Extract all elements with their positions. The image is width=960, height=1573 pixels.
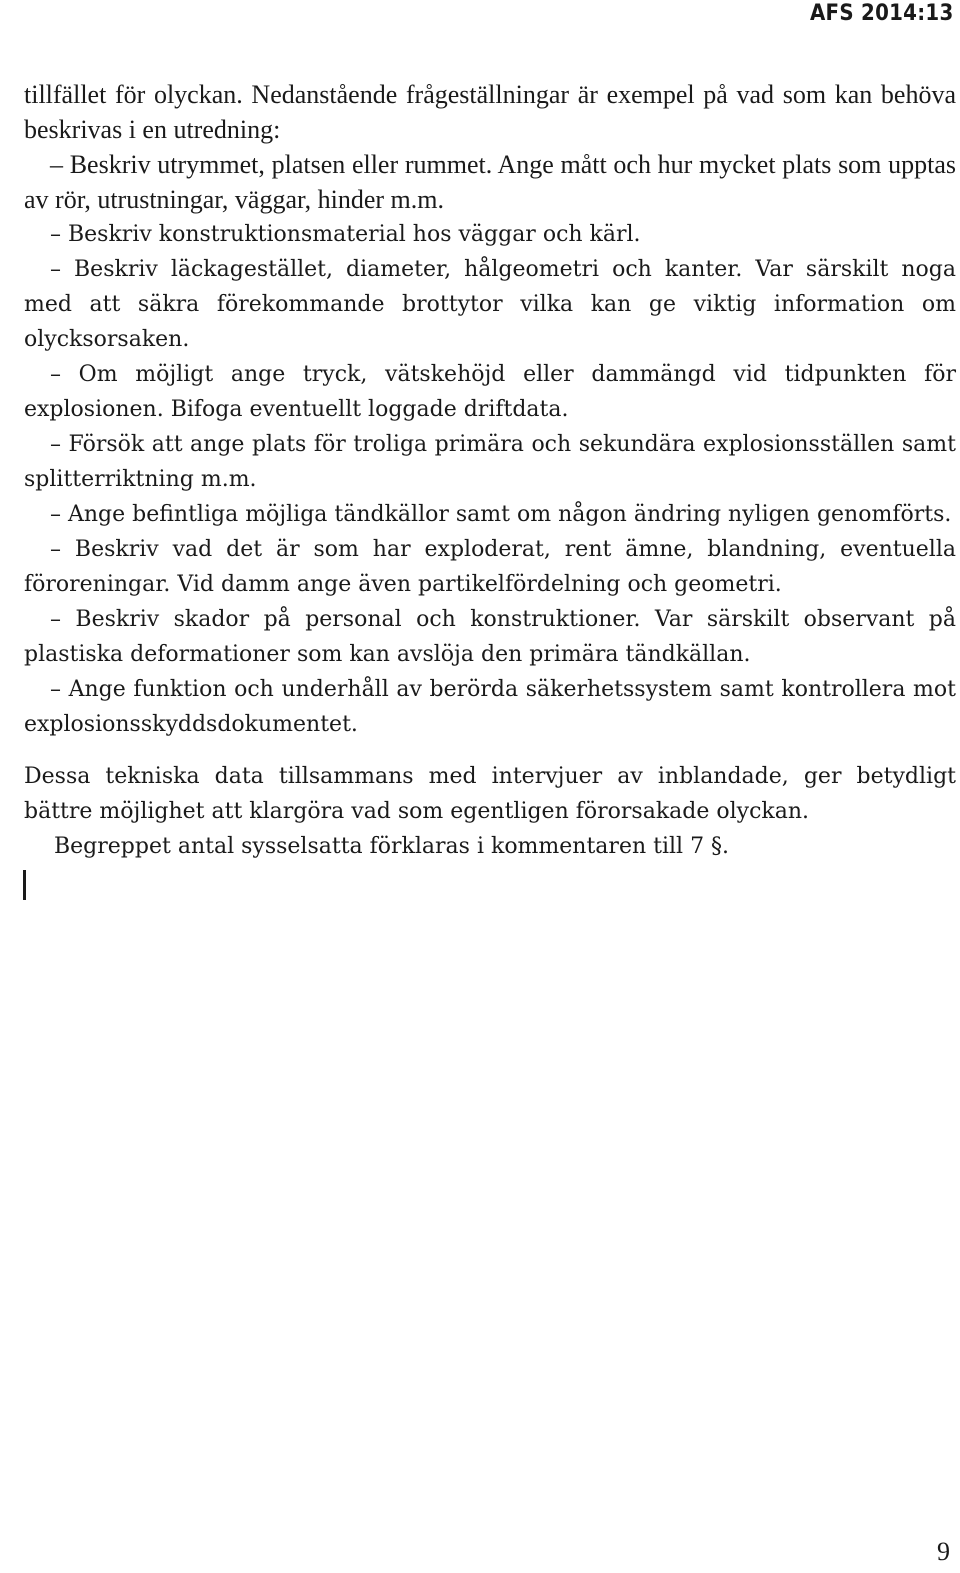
- list-item-pressure: – Om möjligt ange tryck, vätskehöjd eller dammängd vid tidpunkten för explosionen. Bifoga eventuellt loggade driftdata.: [24, 362, 956, 422]
- page-body: [24, 77, 956, 864]
- list-item-substance: – Beskriv vad det är som har exploderat, rent ämne, blandning, eventuella föroreningar. Vid damm ange även partikelfördelning och geometri.: [24, 537, 956, 597]
- intro-paragraph: tillfället för olyckan. Nedanstående frågeställningar är exempel på vad som kan behöva beskrivas i en utredning:: [24, 80, 956, 144]
- list-item-explosion-sites: – Försök att ange plats för troliga primära och sekundära explosionsställen samt splitterriktning m.m.: [24, 432, 956, 492]
- list-item-space: – Beskriv utrymmet, platsen eller rummet. Ange mått och hur mycket plats som upptas av rör, utrustningar, väggar, hinder m.m.: [24, 150, 956, 214]
- list-item-materials: – Beskriv konstruktionsmaterial hos väggar och kärl.: [50, 222, 641, 247]
- document-reference: AFS 2014:13: [810, 1, 954, 26]
- list-item-leak: – Beskriv läckagestället, diameter, hålgeometri och kanter. Var särskilt noga med att säkra förekommande brottytor vilka kan ge viktig information om olycksorsaken.: [24, 257, 956, 352]
- revision-change-bar: [23, 870, 26, 900]
- employees-note: Begreppet antal sysselsatta förklaras i kommentaren till 7 §.: [54, 834, 730, 859]
- list-item-damage: – Beskriv skador på personal och konstruktioner. Var särskilt observant på plastiska deformationer som kan avslöja den primära tändkällan.: [24, 607, 956, 667]
- list-item-ignition-sources: – Ange befintliga möjliga tändkällor samt om någon ändring nyligen genomförts.: [50, 502, 952, 527]
- page-number: 9: [937, 1537, 950, 1566]
- closing-paragraph: Dessa tekniska data tillsammans med intervjuer av inblandade, ger betydligt bättre möjlighet att klargöra vad som egentligen förorsakade olyckan.: [24, 764, 956, 824]
- list-item-safety-systems: – Ange funktion och underhåll av berörda säkerhetssystem samt kontrollera mot explosionsskyddsdokumentet.: [24, 677, 956, 737]
